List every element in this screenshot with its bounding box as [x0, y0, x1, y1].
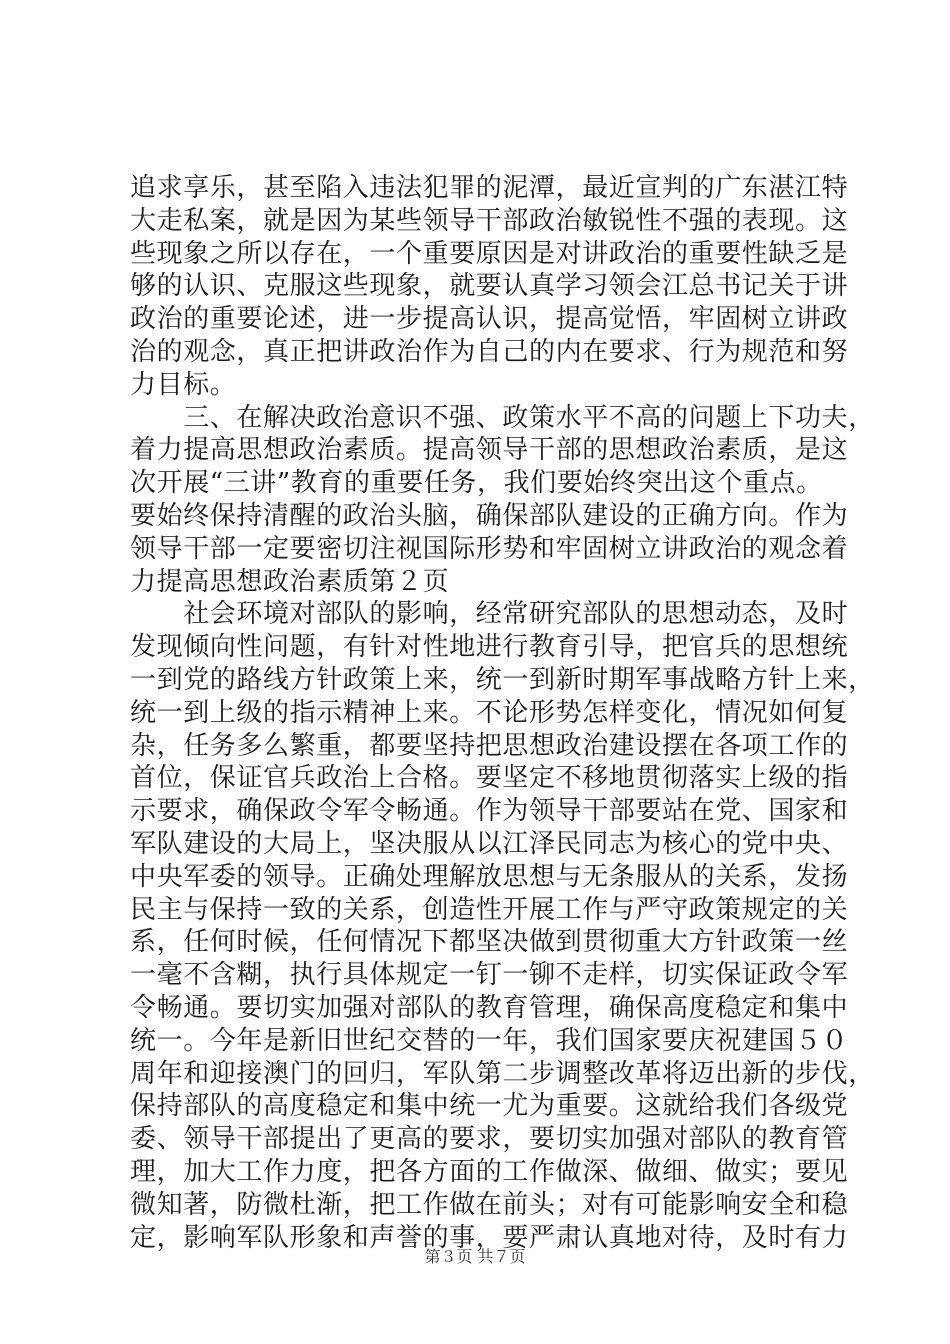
- text-line: 治的观念，真正把讲政治作为自己的内在要求、行为规范和努: [130, 336, 849, 367]
- text-line: 中央军委的领导。正确处理解放思想与无条服从的关系，发扬: [130, 861, 849, 892]
- text-line: 政治的重要论述，进一步提高认识，提高觉悟，牢固树立讲政: [130, 304, 849, 335]
- text-line: 够的认识、克服这些现象，就要认真学习领会江总书记关于讲: [130, 271, 849, 302]
- text-line: 社会环境对部队的影响，经常研究部队的思想动态，及时: [130, 599, 849, 630]
- text-line: 民主与保持一致的关系，创造性开展工作与严守政策规定的关: [130, 894, 849, 925]
- text-line: 统一。今年是新旧世纪交替的一年，我们国家要庆祝建国５０: [130, 1025, 849, 1056]
- text-line: 领导干部一定要密切注视国际形势和牢固树立讲政治的观念着: [130, 533, 849, 564]
- text-line: 一到党的路线方针政策上来，统一到新时期军事战略方针上来，: [130, 664, 875, 695]
- text-line: 次开展“三讲”教育的重要任务，我们要始终突出这个重点。: [130, 468, 823, 499]
- text-line: 首位，保证官兵政治上合格。要坚定不移地贯彻落实上级的指: [130, 763, 849, 794]
- text-line: 统一到上级的指示精神上来。不论形势怎样变化，情况如何复: [130, 697, 849, 728]
- text-line: 令畅通。要切实加强对部队的教育管理，确保高度稳定和集中: [130, 992, 849, 1023]
- text-line: 委、领导干部提出了更高的要求，要切实加强对部队的教育管: [130, 1124, 849, 1155]
- page-footer: 第３页 共７页: [424, 1247, 526, 1266]
- text-line: 示要求，确保政令军令畅通。作为领导干部要站在党、国家和: [130, 796, 849, 827]
- text-line: 三、在解决政治意识不强、政策水平不高的问题上下功夫，: [130, 402, 875, 433]
- text-line: 周年和迎接澳门的回归，军队第二步调整改革将迈出新的步伐，: [130, 1058, 875, 1089]
- text-line: 些现象之所以存在，一个重要原因是对讲政治的重要性缺乏是: [130, 238, 849, 269]
- text-line: 理，加大工作力度，把各方面的工作做深、做细、做实；要见: [130, 1156, 849, 1187]
- text-line: 保持部队的高度稳定和集中统一尤为重要。这就给我们各级党: [130, 1091, 849, 1122]
- text-line: 力提高思想政治素质第２页: [130, 566, 450, 597]
- text-line: 杂，任务多么繁重，都要坚持把思想政治建设摆在各项工作的: [130, 730, 849, 761]
- text-line: 力目标。: [130, 369, 237, 400]
- text-line: 大走私案，就是因为某些领导干部政治敏锐性不强的表现。这: [130, 205, 849, 236]
- document-body: [130, 172, 875, 1254]
- text-line: 军队建设的大局上，坚决服从以江泽民同志为核心的党中央、: [130, 828, 849, 859]
- text-line: 要始终保持清醒的政治头脑，确保部队建设的正确方向。作为: [130, 500, 849, 531]
- text-line: 发现倾向性问题，有针对性地进行教育引导，把官兵的思想统: [130, 632, 849, 663]
- text-line: 一毫不含糊，执行具体规定一钉一铆不走样，切实保证政令军: [130, 960, 849, 991]
- text-line: 定，影响军队形象和声誉的事，要严肃认真地对待，及时有力: [130, 1222, 849, 1253]
- text-line: 追求享乐，甚至陷入违法犯罪的泥潭，最近宣判的广东湛江特: [130, 173, 849, 203]
- text-line: 系，任何时候，任何情况下都坚决做到贯彻重大方针政策一丝: [130, 927, 849, 958]
- text-line: 微知著，防微杜渐，把工作做在前头；对有可能影响安全和稳: [130, 1189, 849, 1220]
- text-line: 着力提高思想政治素质。提高领导干部的思想政治素质，是这: [130, 435, 849, 466]
